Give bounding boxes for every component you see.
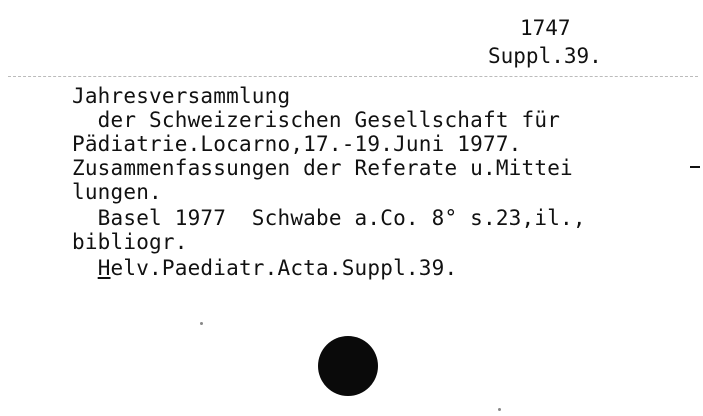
title-line-4: Zusammenfassungen der Referate u.Mittei (72, 156, 573, 180)
title-line-2: der Schweizerischen Gesellschaft für (72, 108, 561, 132)
series-indent (72, 256, 98, 280)
divider-line (8, 76, 698, 77)
punch-hole (318, 336, 378, 396)
imprint-line-1: Basel 1977 Schwabe a.Co. 8° s.23,il., (72, 206, 586, 230)
title-line-1: Jahresversammlung (72, 84, 291, 108)
speck (200, 322, 203, 325)
hyphen-mark (690, 166, 700, 168)
title-line-5: lungen. (72, 180, 162, 204)
series-rest: elv.Paediatr.Acta.Suppl.39. (110, 256, 458, 280)
call-number: 1747 (520, 16, 571, 40)
supplement-number: Suppl.39. (488, 44, 602, 68)
speck (498, 408, 501, 411)
title-line-3: Pädiatrie.Locarno,17.-19.Juni 1977. (72, 132, 522, 156)
imprint-line-2: bibliogr. (72, 230, 188, 254)
series-line (72, 256, 457, 280)
series-first-letter: H (97, 256, 111, 280)
